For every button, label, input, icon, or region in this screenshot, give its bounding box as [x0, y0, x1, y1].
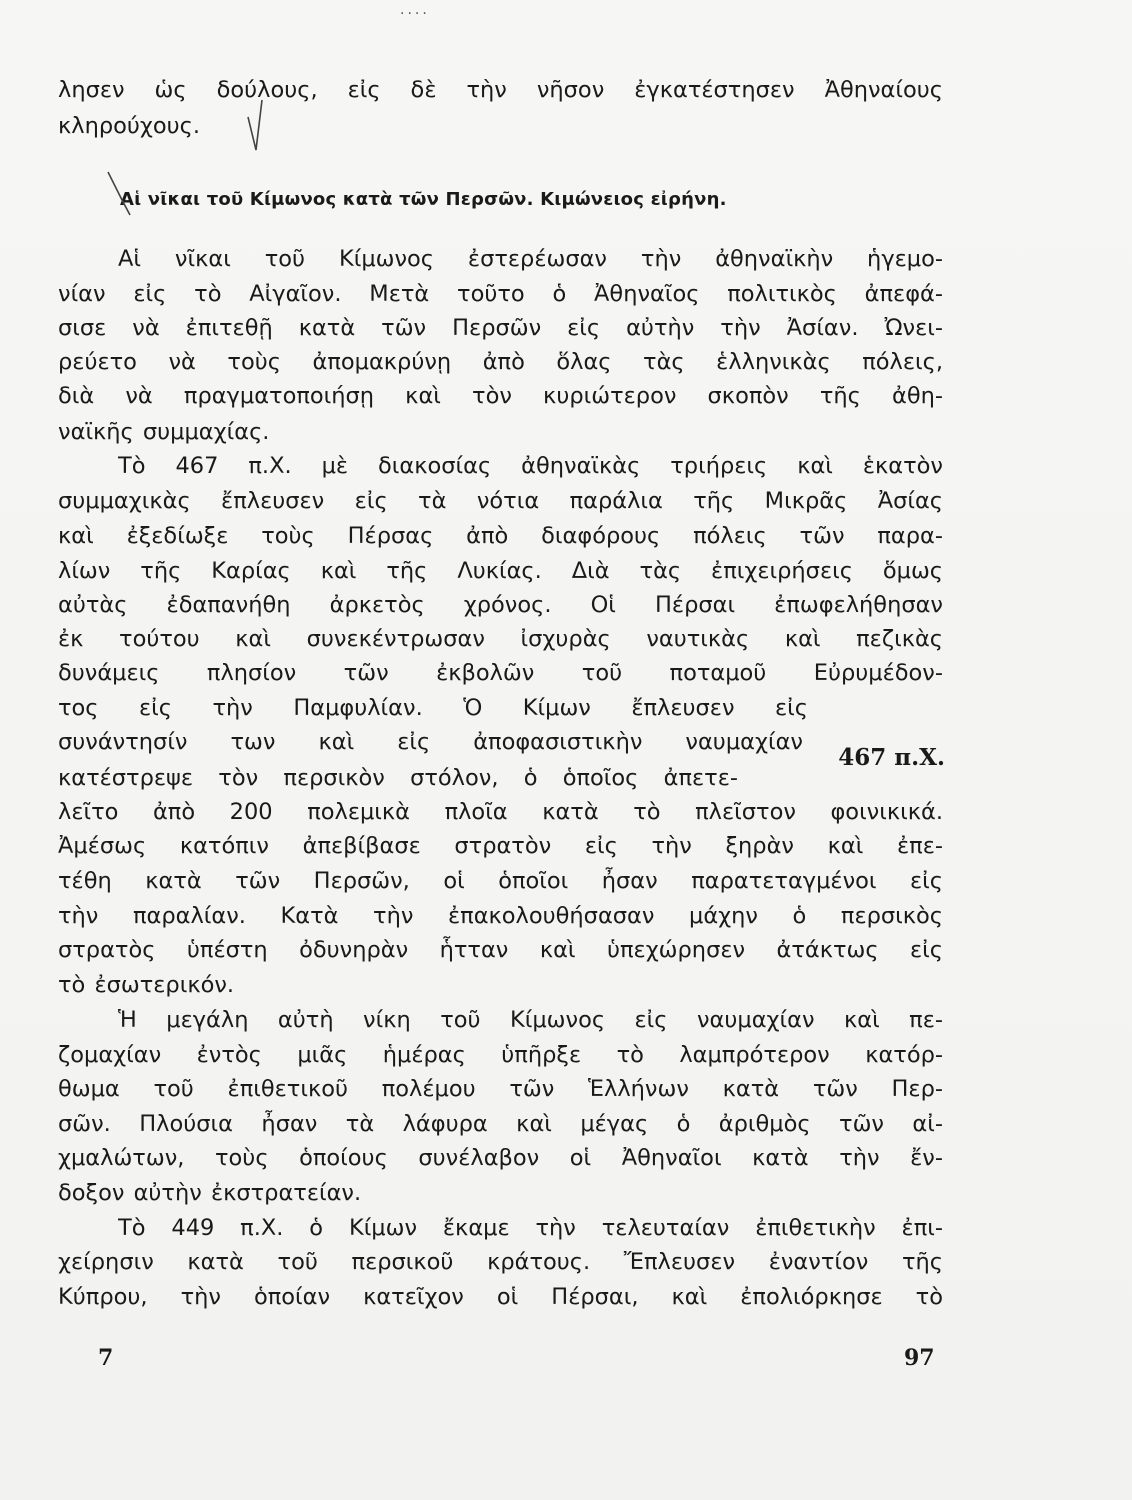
text-line: στρατὸς ὑπέστη ὀδυνηρὰν ἧτταν καὶ ὑπεχώρησεν ἀτάκτως εἰς: [58, 937, 943, 963]
text-line: χμαλώτων, τοὺς ὁποίους συνέλαβον οἱ Ἀθηναῖοι κατὰ τὴν ἔν-: [58, 1145, 943, 1171]
text-line: κατέστρεψε τὸν περσικὸν στόλον, ὁ ὁποῖος ἀπετε-: [58, 765, 738, 791]
text-line: δοξον αὐτὴν ἐκστρατείαν.: [58, 1180, 362, 1206]
text-line: ναϊκῆς συμμαχίας.: [58, 419, 270, 445]
text-line: Τὸ 449 π.Χ. ὁ Κίμων ἔκαμε τὴν τελευταίαν ἐπιθετικὴν ἐπι-: [118, 1215, 943, 1241]
text-line: ἐκ τούτου καὶ συνεκέντρωσαν ἰσχυρὰς ναυτικὰς καὶ πεζικὰς: [58, 626, 943, 652]
text-line: κληρούχους.: [58, 113, 201, 139]
text-line: ζομαχίαν ἐντὸς μιᾶς ἡμέρας ὑπῆρξε τὸ λαμπρότερον κατόρ-: [58, 1042, 943, 1068]
text-line: Κύπρου, τὴν ὁποίαν κατεῖχον οἱ Πέρσαι, καὶ ἐπολιόρκησε τὸ: [58, 1284, 943, 1310]
margin-date-note: 467 π.Χ.: [838, 744, 945, 771]
text-line: λησεν ὡς δούλους, εἰς δὲ τὴν νῆσον ἐγκατέστησεν Ἀθηναίους: [58, 77, 943, 103]
text-line: τὴν παραλίαν. Κατὰ τὴν ἐπακολουθήσασαν μάχην ὁ περσικὸς: [58, 903, 943, 929]
text-line: χείρησιν κατὰ τοῦ περσικοῦ κράτους. Ἔπλευσεν ἐναντίον τῆς: [58, 1249, 943, 1275]
signature-mark: 7: [98, 1345, 114, 1371]
text-line: λίων τῆς Καρίας καὶ τῆς Λυκίας. Διὰ τὰς ἐπιχειρήσεις ὅμως: [58, 558, 943, 584]
text-line: Αἱ νῖκαι τοῦ Κίμωνος ἐστερέωσαν τὴν ἀθηναϊκὴν ἡγεμο-: [118, 246, 943, 272]
text-line: Τὸ 467 π.Χ. μὲ διακοσίας ἀθηναϊκὰς τριήρεις καὶ ἑκατὸν: [118, 453, 943, 479]
section-heading: Αἱ νῖκαι τοῦ Κίμωνος κατὰ τῶν Περσῶν. Κιμώνειος εἰρήνη.: [120, 189, 727, 210]
text-line: τέθη κατὰ τῶν Περσῶν, οἱ ὁποῖοι ἦσαν παρατεταγμένοι εἰς: [58, 868, 943, 894]
page-number: 97: [904, 1345, 935, 1371]
text-line: ρεύετο νὰ τοὺς ἀπομακρύνῃ ἀπὸ ὅλας τὰς ἑλληνικὰς πόλεις,: [58, 349, 943, 375]
text-line: τὸ ἐσωτερικόν.: [58, 972, 235, 998]
text-line: συμμαχικὰς ἔπλευσεν εἰς τὰ νότια παράλια τῆς Μικρᾶς Ἀσίας: [58, 488, 943, 514]
text-line: διὰ νὰ πραγματοποιήσῃ καὶ τὸν κυριώτερον σκοπὸν τῆς ἀθη-: [58, 383, 943, 409]
text-line: σῶν. Πλούσια ἦσαν τὰ λάφυρα καὶ μέγας ὁ ἀριθμὸς τῶν αἰ-: [58, 1111, 943, 1137]
top-dots: ....: [400, 2, 430, 18]
text-line: σισε νὰ ἐπιτεθῇ κατὰ τῶν Περσῶν εἰς αὐτὴν τὴν Ἀσίαν. Ὠνει-: [58, 315, 943, 341]
text-line: τος εἰς τὴν Παμφυλίαν. Ὁ Κίμων ἔπλευσεν εἰς: [58, 695, 808, 721]
text-line: συνάντησίν των καὶ εἰς ἀποφασιστικὴν ναυμαχίαν: [58, 729, 803, 755]
text-line: λεῖτο ἀπὸ 200 πολεμικὰ πλοῖα κατὰ τὸ πλεῖστον φοινικικά.: [58, 799, 943, 825]
text-line: αὐτὰς ἐδαπανήθη ἀρκετὸς χρόνος. Οἱ Πέρσαι ἐπωφελήθησαν: [58, 592, 943, 618]
text-line: δυνάμεις πλησίον τῶν ἐκβολῶν τοῦ ποταμοῦ Εὐρυμέδον-: [58, 660, 943, 686]
text-line: νίαν εἰς τὸ Αἰγαῖον. Μετὰ τοῦτο ὁ Ἀθηναῖος πολιτικὸς ἀπεφά-: [58, 281, 943, 307]
text-line: θωμα τοῦ ἐπιθετικοῦ πολέμου τῶν Ἑλλήνων κατὰ τῶν Περ-: [58, 1076, 943, 1102]
text-line: Ἡ μεγάλη αὐτὴ νίκη τοῦ Κίμωνος εἰς ναυμαχίαν καὶ πε-: [118, 1007, 943, 1033]
text-line: καὶ ἐξεδίωξε τοὺς Πέρσας ἀπὸ διαφόρους πόλεις τῶν παρα-: [58, 523, 943, 549]
text-line: Ἀμέσως κατόπιν ἀπεβίβασε στρατὸν εἰς τὴν ξηρὰν καὶ ἐπε-: [58, 833, 943, 859]
